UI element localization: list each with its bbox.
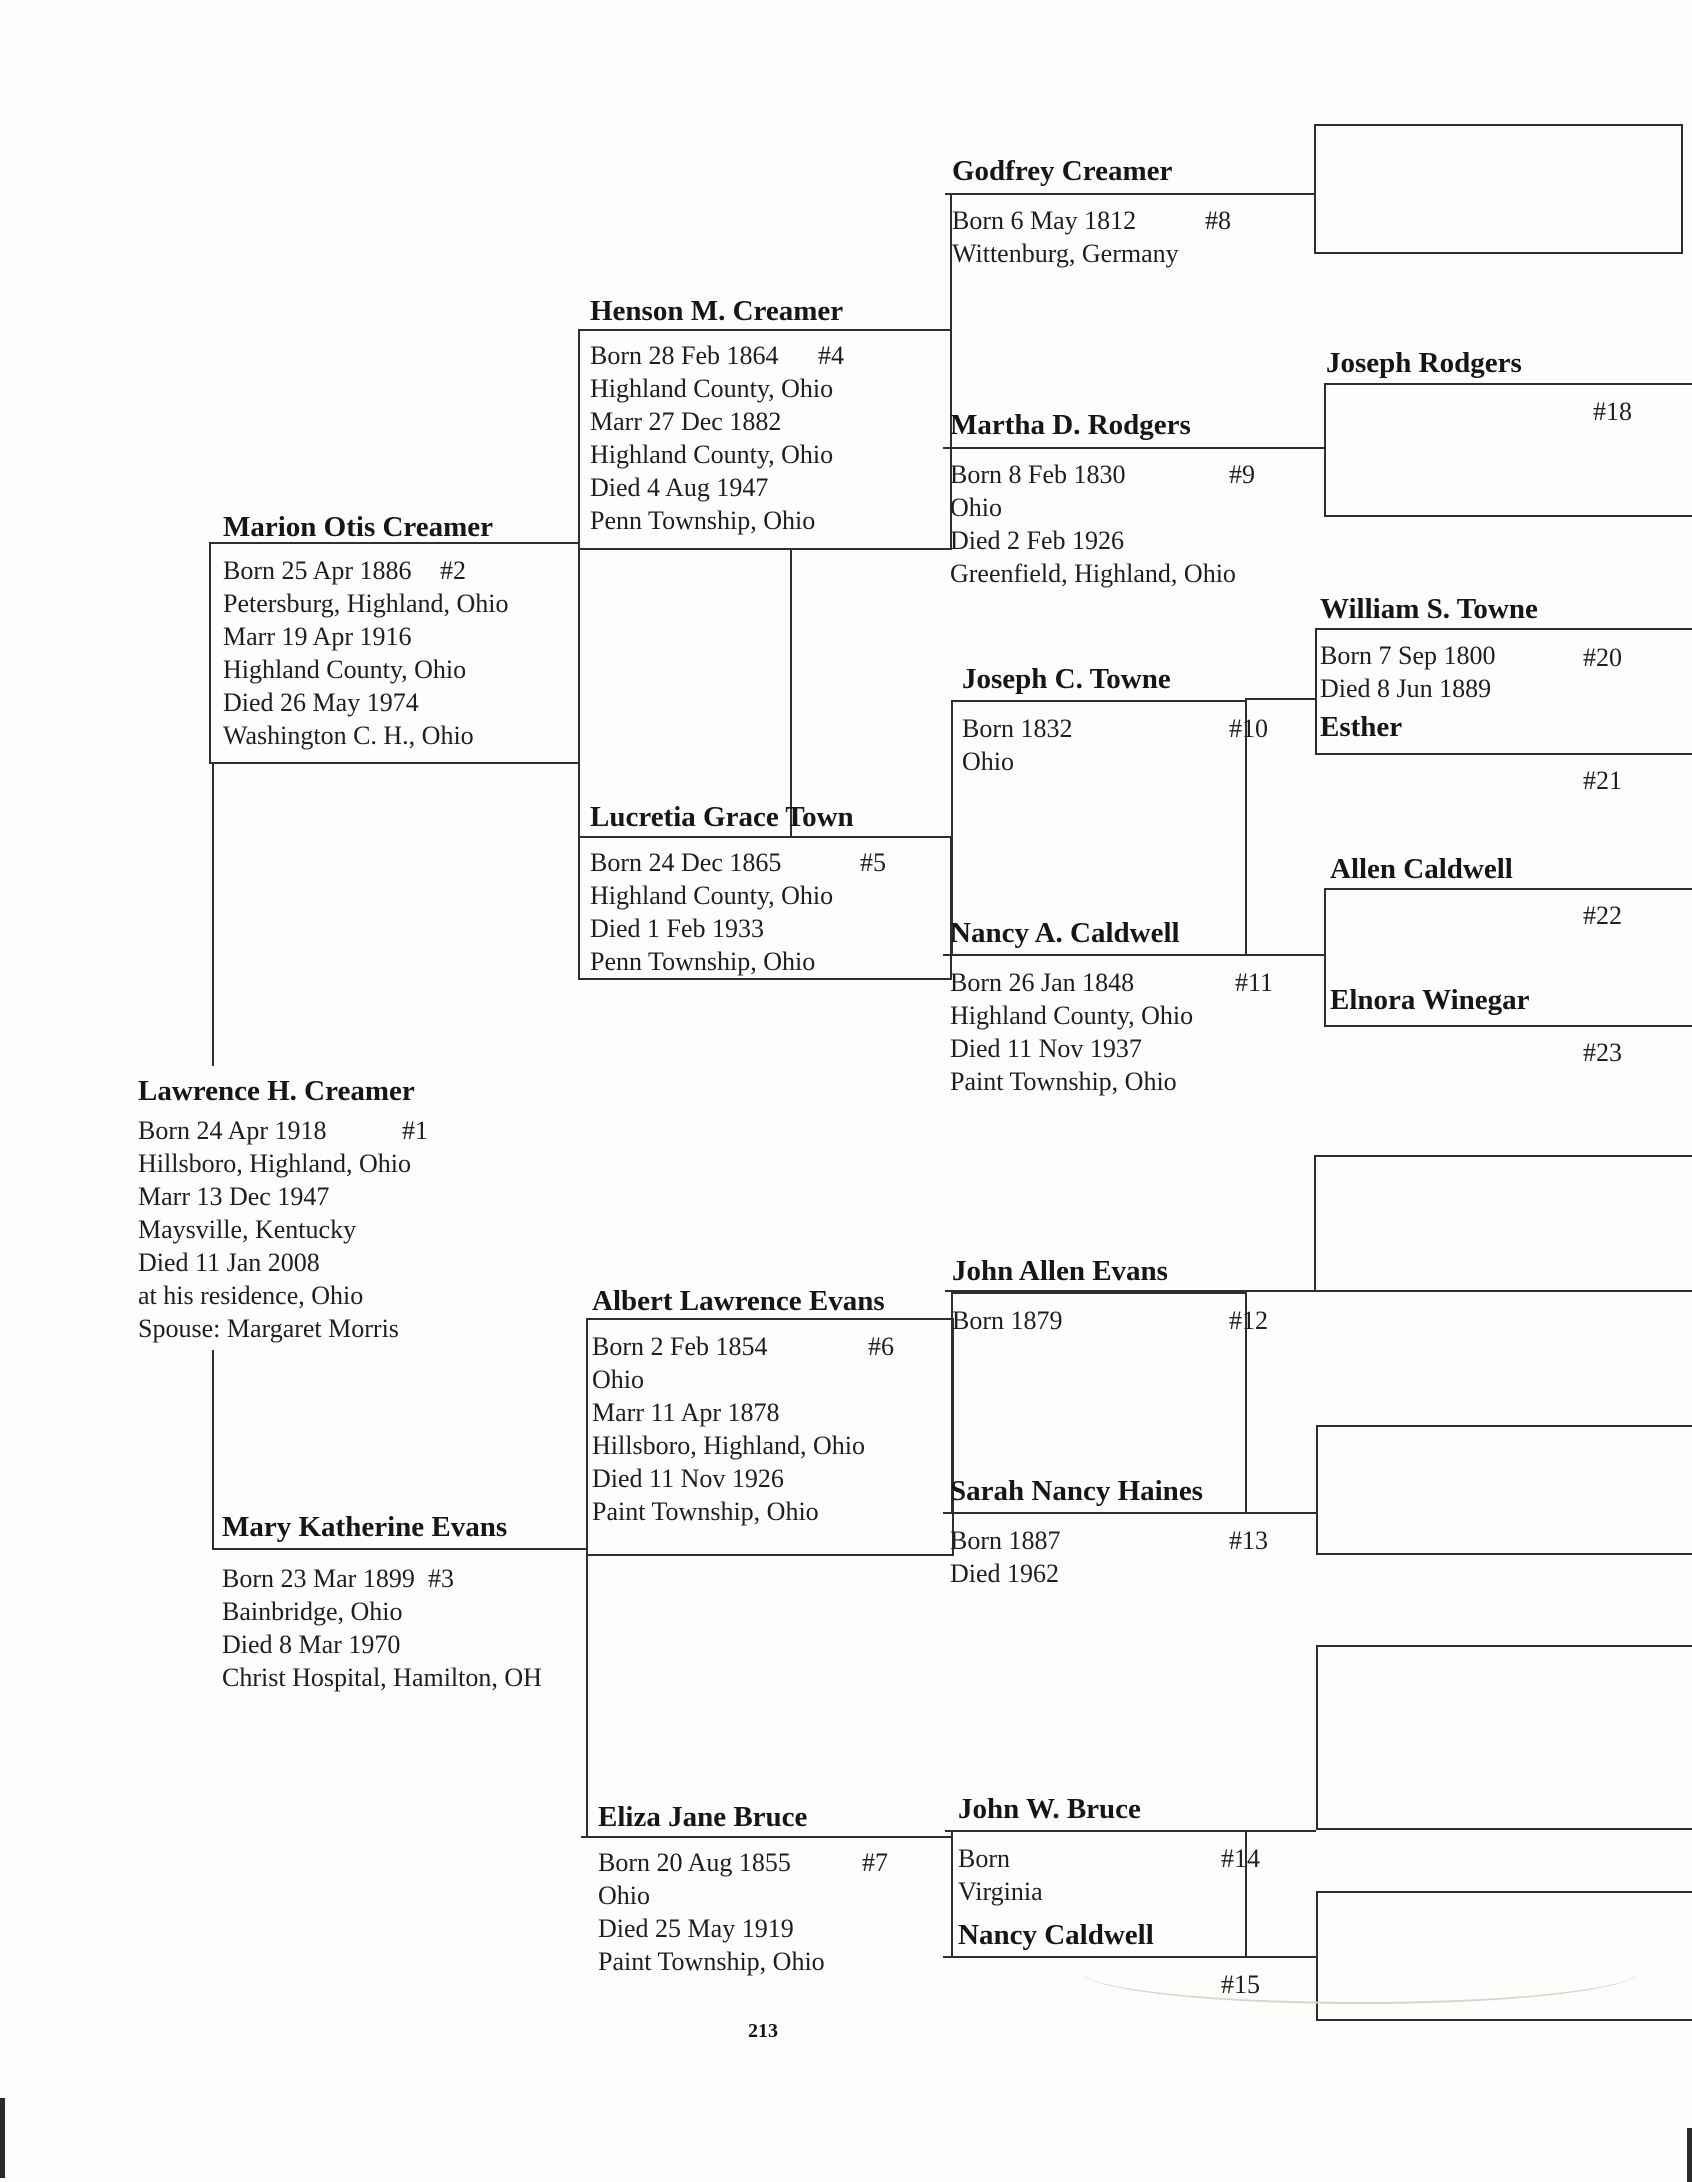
ancestor-number-1: #1 — [402, 1116, 428, 1145]
person-name: Joseph C. Towne — [962, 663, 1171, 695]
ancestor-number-9: #9 — [1229, 460, 1255, 489]
ancestor-number-8: #8 — [1205, 206, 1231, 235]
person-name: Henson M. Creamer — [590, 295, 844, 327]
scan-artifact-curve — [1080, 1938, 1640, 2004]
person-card-eliza: Eliza Jane Bruce Born 20 Aug 1855 Ohio Died 25 May 1919 Paint Township, Ohio — [598, 1801, 825, 1976]
person-card-albert: Albert Lawrence Evans Born 2 Feb 1854 Ohio Marr 11 Apr 1878 Hillsboro, Highland, Ohio Died 11 Nov 1926 Paint Township, Ohio — [592, 1285, 885, 1526]
person-name: Esther — [1320, 711, 1403, 743]
person-card-marion: Marion Otis Creamer Born 25 Apr 1886 Petersburg, Highland, Ohio Marr 19 Apr 1916 Highland County, Ohio Died 26 May 1974 Washington C. H., Ohio — [223, 511, 509, 750]
ancestor-number-22: #22 — [1583, 901, 1622, 930]
person-name: John W. Bruce — [958, 1793, 1141, 1825]
person-card-godfrey: Godfrey Creamer Born 6 May 1812 Wittenburg, Germany — [952, 155, 1179, 268]
ancestor-number-23: #23 — [1583, 1038, 1622, 1067]
person-name: Nancy Caldwell — [958, 1919, 1154, 1951]
person-name: Mary Katherine Evans — [222, 1511, 508, 1543]
ancestor-box-john-evans-parents — [1314, 1155, 1692, 1292]
person-name: Lucretia Grace Town — [590, 801, 854, 833]
person-card-sarah: Sarah Nancy Haines Born 1887 Died 1962 — [950, 1475, 1203, 1588]
ancestor-number-3: #3 — [428, 1564, 454, 1593]
ancestor-number-20: #20 — [1583, 643, 1622, 672]
ancestor-number-4: #4 — [818, 341, 844, 370]
person-name: Joseph Rodgers — [1326, 347, 1522, 379]
ancestor-number-15: #15 — [1221, 1970, 1260, 1999]
detail-box-joseph-rodgers — [1324, 383, 1692, 517]
person-name: Sarah Nancy Haines — [950, 1475, 1203, 1507]
person-card-john-evans: John Allen Evans Born 1879 — [952, 1255, 1168, 1335]
ancestor-number-13: #13 — [1229, 1526, 1268, 1555]
scan-artifact-edge-bottom-left — [0, 2098, 5, 2178]
person-name: Nancy A. Caldwell — [950, 917, 1180, 949]
connector-albert-eliza — [586, 1556, 588, 1836]
connector-joseph-towne-to-parents — [1245, 698, 1315, 700]
person-name: Marion Otis Creamer — [223, 511, 494, 543]
ancestor-number-21: #21 — [1583, 766, 1622, 795]
connector-marion-to-lawrence — [212, 762, 214, 1066]
ancestor-number-5: #5 — [860, 848, 886, 877]
ancestor-number-12: #12 — [1229, 1306, 1268, 1335]
connector-lawrence-to-mary — [212, 1350, 214, 1548]
person-card-nancy-a: Nancy A. Caldwell Born 26 Jan 1848 Highland County, Ohio Died 11 Nov 1937 Paint Township, Ohio — [950, 917, 1194, 1096]
ancestor-box-godfrey-parents — [1314, 124, 1683, 254]
person-name: Albert Lawrence Evans — [592, 1285, 885, 1317]
ancestor-number-6: #6 — [868, 1332, 894, 1361]
person-name: Eliza Jane Bruce — [598, 1801, 808, 1833]
connector-towne-caldwell — [790, 550, 792, 838]
person-card-mary: Mary Katherine Evans Born 23 Mar 1899 Bainbridge, Ohio Died 8 Mar 1970 Christ Hospital, Hamilton, OH — [222, 1511, 542, 1692]
person-card-john-bruce: John W. Bruce Born Virginia — [958, 1793, 1141, 1906]
person-card-joseph-rodgers — [1326, 348, 1522, 390]
person-card-henson: Henson M. Creamer Born 28 Feb 1864 Highland County, Ohio Marr 27 Dec 1882 Highland County, Ohio Died 4 Aug 1947 Penn Township, Ohio — [590, 295, 844, 535]
person-name: Martha D. Rodgers — [950, 409, 1191, 441]
scan-artifact-edge-bottom-right — [1687, 2128, 1692, 2182]
ancestor-number-11: #11 — [1235, 968, 1274, 997]
ancestor-number-7: #7 — [862, 1848, 888, 1877]
person-name: William S. Towne — [1320, 593, 1538, 625]
person-name: Elnora Winegar — [1330, 984, 1530, 1016]
ancestor-number-2: #2 — [440, 556, 466, 585]
ancestor-box-sarah-parents — [1316, 1425, 1692, 1555]
person-name: John Allen Evans — [952, 1255, 1168, 1287]
person-name: Allen Caldwell — [1330, 853, 1513, 885]
ancestor-number-14: #14 — [1221, 1844, 1260, 1873]
page-number: 213 — [748, 2020, 778, 2042]
person-card-william-towne: William S. Towne Born 7 Sep 1800 Died 8 Jun 1889 — [1320, 593, 1538, 703]
ancestor-box-john-bruce-parents — [1316, 1645, 1692, 1830]
ancestor-number-18: #18 — [1593, 397, 1632, 426]
person-card-lucretia: Lucretia Grace Town Born 24 Dec 1865 Highland County, Ohio Died 1 Feb 1933 Penn Township, Ohio — [590, 801, 854, 976]
person-card-allen — [1330, 854, 1513, 896]
person-card-lawrence: Lawrence H. Creamer Born 24 Apr 1918 Hillsboro, Highland, Ohio Marr 13 Dec 1947 Maysville, Kentucky Died 11 Jan 2008 at his residence, Ohio Spouse: Margaret Morris — [138, 1075, 415, 1343]
person-card-esther — [1320, 712, 1402, 754]
person-card-martha: Martha D. Rodgers Born 8 Feb 1830 Ohio Died 2 Feb 1926 Greenfield, Highland, Ohio — [950, 409, 1236, 588]
person-card-joseph-towne: Joseph C. Towne Born 1832 Ohio — [962, 663, 1171, 776]
ancestor-number-10: #10 — [1229, 714, 1268, 743]
connector-henson-lucretia — [578, 550, 580, 836]
person-name: Lawrence H. Creamer — [138, 1075, 415, 1107]
person-name: Godfrey Creamer — [952, 155, 1173, 187]
person-card-elnora — [1330, 985, 1530, 1027]
